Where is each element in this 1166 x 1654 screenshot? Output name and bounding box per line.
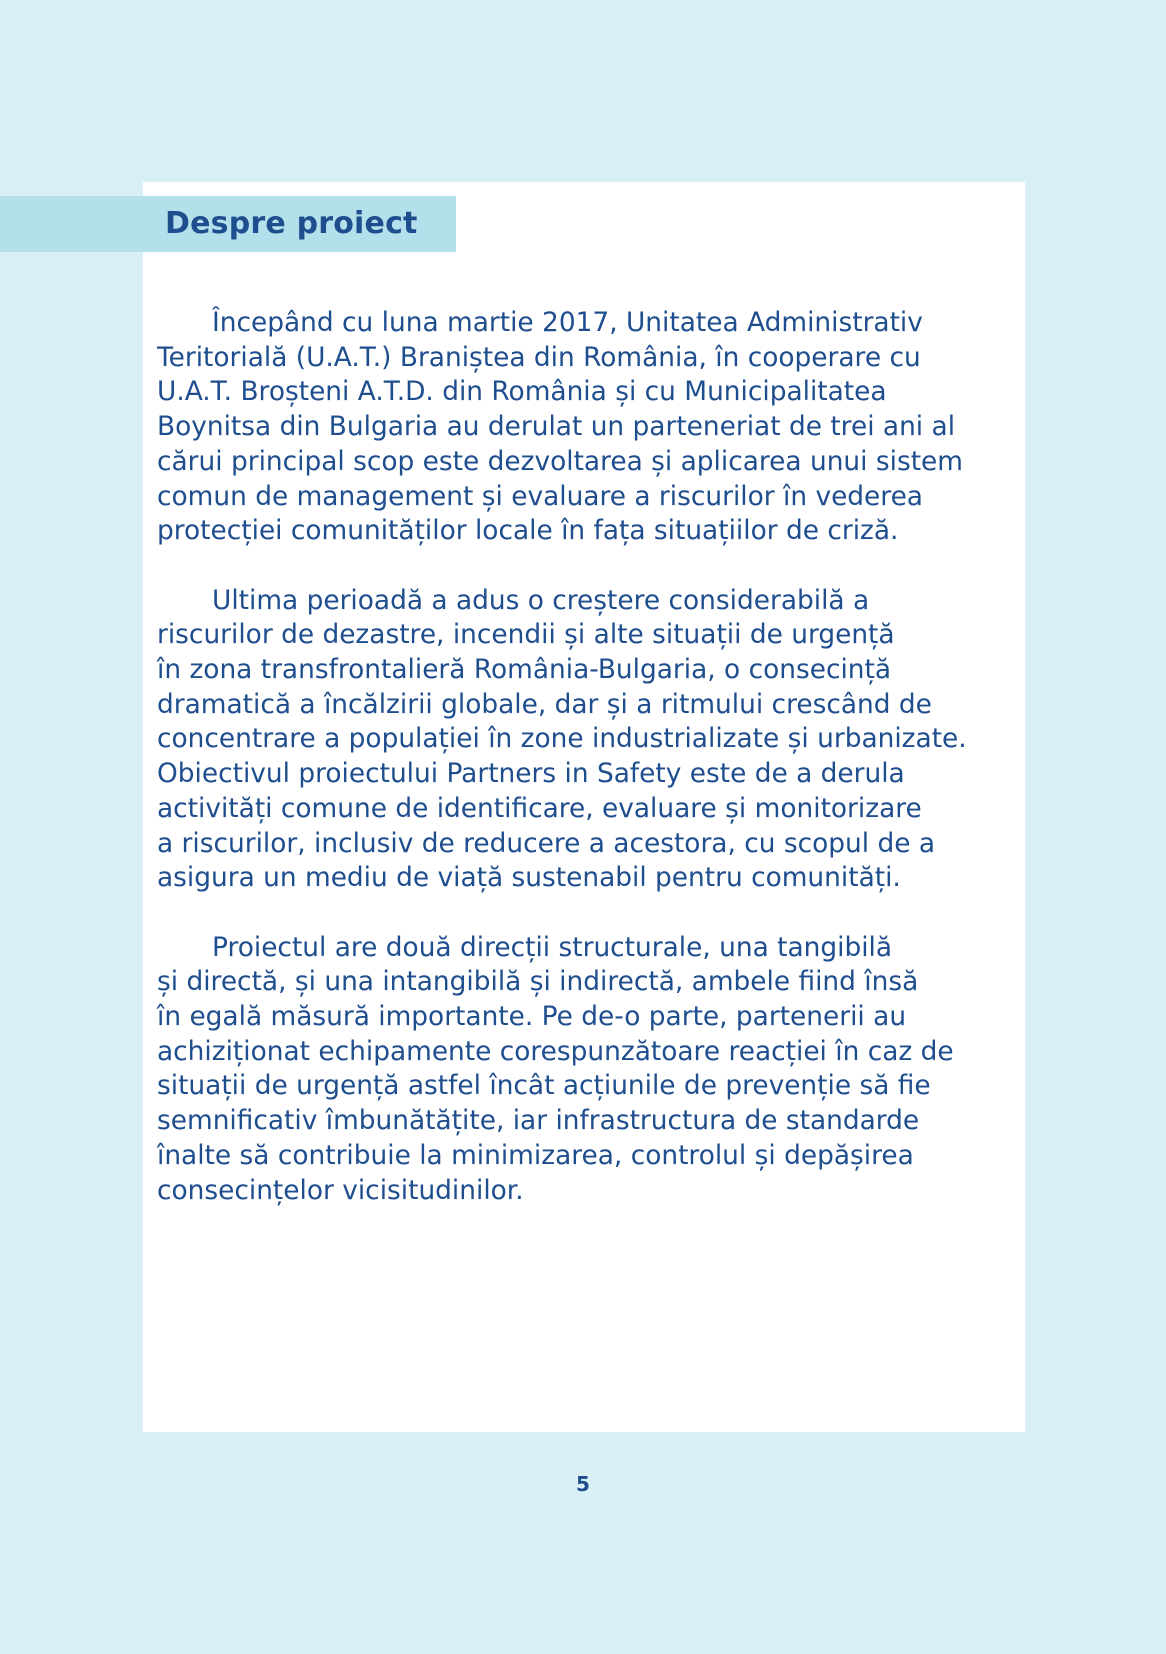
section-title-tab [0,196,456,252]
paragraph-2: Ultima perioadă a adus o creștere considerabilă a riscurilor de dezastre, incendii și alte situații de urgență în zona transfrontalieră România-Bulgaria, o consecință dramatică a încălzirii globale, dar și a ritmului crescând de concentrare a populației în zone industrializate și urbanizate. Obiectivul proiectului Partners in Safety este de a derula activități comune de identificare, evaluare și monitorizare a riscurilor, inclusiv de reducere a acestora, cu scopul de a asigura un mediu de viață sustenabil pentru comunități. [157,584,967,894]
paragraph-3: Proiectul are două direcții structurale, una tangibilă și directă, și una intangibilă și indirectă, ambele fiind însă în egală măsură importante. Pe de-o parte, partenerii au achiziționat echipamente corespunzătoare reacției în caz de situații de urgență astfel încât acțiunile de prevenție să fie semnificativ îmbunătățite, iar infrastructura de standarde înalte să contribuie la minimizarea, controlul și depășirea consecințelor vicisitudinilor. [157,931,954,1206]
page-number: 5 [576,1472,590,1496]
paragraph-1: Începând cu luna martie 2017, Unitatea Administrativ Teritorială (U.A.T.) Braniștea din România, în cooperare cu U.A.T. Broșteni A.T.D. din România și cu Municipalitatea Boynitsa din Bulgaria au derulat un parteneriat de trei ani al cărui principal scop este dezvoltarea și aplicarea unui sistem comun de management și evaluare a riscurilor în vederea protecției comunităților locale în fața situațiilor de criză. [157,307,963,547]
body-text [157,306,1019,1243]
section-title: Despre proiect [165,206,418,241]
